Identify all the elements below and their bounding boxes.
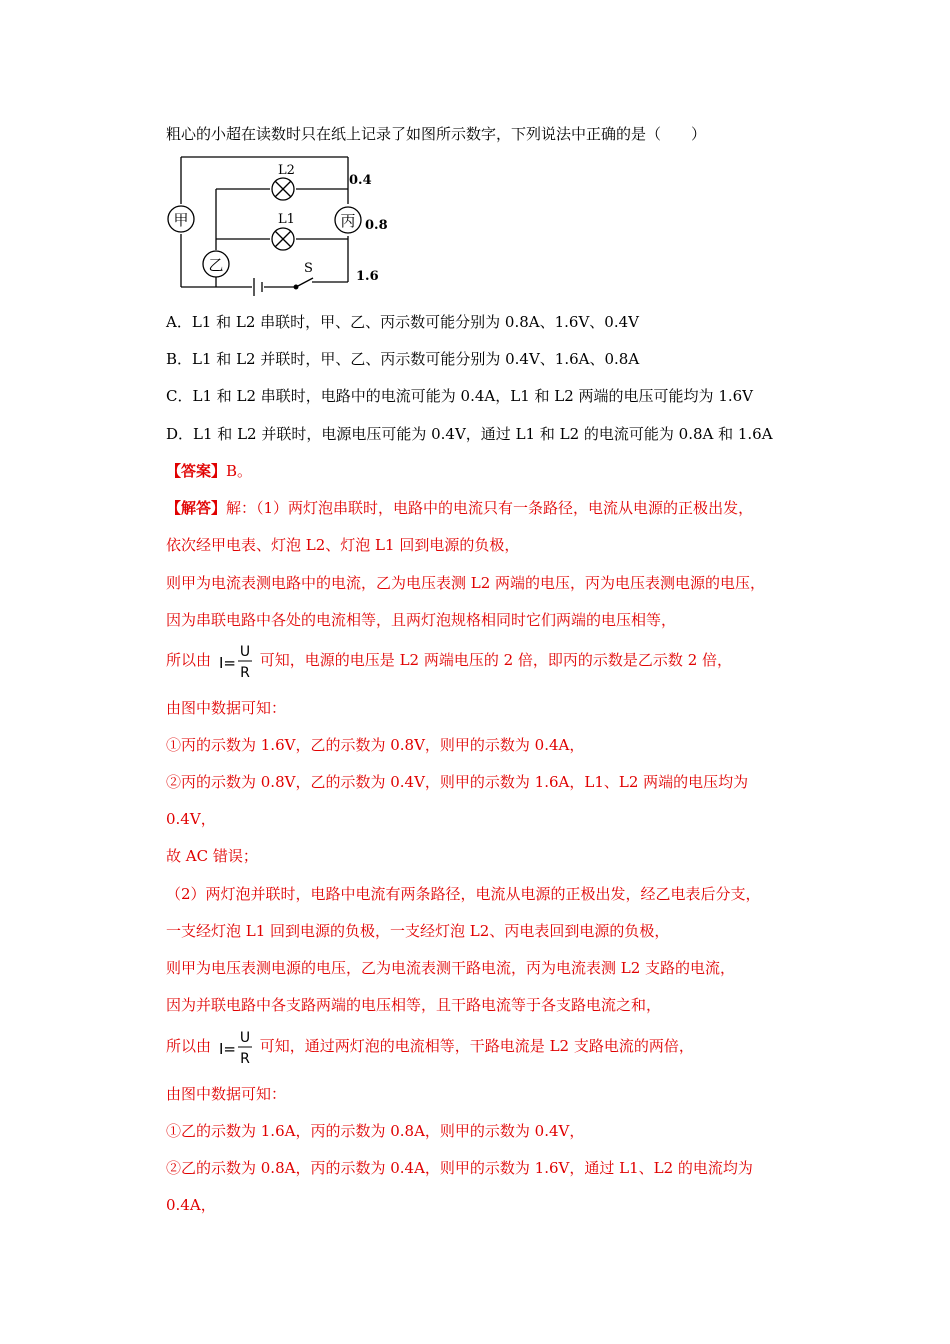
lamp-l2-label: L2 [278,163,295,178]
analysis-line-9: 0.4V， [166,810,216,828]
analysis-line-formula-1 [166,640,732,681]
meter-jia-label: 甲 [173,211,189,229]
lamp-l2-icon [272,178,294,200]
circuit-diagram [166,152,396,302]
analysis-line-17: 由图中数据可知： [166,1085,287,1103]
formula-num: U [239,644,250,660]
analysis-line-14: 因为并联电路中各支路两端的电压相等，且干路电流等于各支路电流之和， [166,996,662,1014]
analysis-line-13: 则甲为电压表测电源的电压，乙为电流表测干路电流，丙为电流表测 L2 支路的电流， [166,959,736,977]
analysis-line-6: 由图中数据可知： [166,699,287,717]
answer-value: B。 [226,462,253,480]
analysis-line-formula-2 [166,1026,694,1067]
analysis-line-3: 因为串联电路中各处的电流相等，且两灯泡规格相同时它们两端的电压相等， [166,611,677,629]
analysis-text-15: 所以由 [166,1037,212,1055]
reading-3: 1.6 [356,269,379,284]
analysis-text-0: 解：（1）两灯泡串联时，电路中的电流只有一条路径，电流从电源的正极出发， [226,499,754,517]
analysis-line-0 [166,498,753,518]
analysis-line-12: 一支经灯泡 L1 回到电源的负极，一支经灯泡 L2、丙电表回到电源的负极， [166,922,670,940]
option-c: C．L1 和 L2 串联时，电路中的电流可能为 0.4A，L1 和 L2 两端的电压可能均为 1.6V [166,387,754,405]
option-a: A．L1 和 L2 串联时，甲、乙、丙示数可能分别为 0.8A、1.6V、0.4V [166,313,639,331]
switch-label: S [304,261,313,276]
formula-lhs-2: I= [218,1040,236,1058]
option-b: B．L1 和 L2 并联时，甲、乙、丙示数可能分别为 0.4V、1.6A、0.8A [166,350,640,368]
reading-2: 0.8 [365,218,388,233]
option-d: D．L1 和 L2 并联时，电源电压可能为 0.4V，通过 L1 和 L2 的电流可能为 0.8A 和 1.6A [166,425,773,443]
answer-line [166,461,252,481]
analysis-label: 【解答】 [166,499,227,517]
analysis-line-18: ①乙的示数为 1.6A，丙的示数为 0.8A，则甲的示数为 0.4V， [166,1122,585,1140]
analysis-line-7: ①丙的示数为 1.6V，乙的示数为 0.8V，则甲的示数为 0.4A， [166,736,585,754]
lamp-l1-label: L1 [278,212,295,227]
analysis-text-5: 可知，电源的电压是 L2 两端电压的 2 倍，即丙的示数是乙示数 2 倍， [259,651,732,669]
meter-yi-label: 乙 [208,256,224,274]
lamp-l1-icon [272,228,294,250]
formula-den-2: R [239,1051,250,1067]
analysis-text-16: 可知，通过两灯泡的电流相等，干路电流是 L2 支路电流的两倍， [259,1037,694,1055]
formula-lhs: I= [218,654,236,672]
analysis-line-20: 0.4A， [166,1196,216,1214]
analysis-line-19: ②乙的示数为 0.8A，丙的示数为 0.4A，则甲的示数为 1.6V，通过 L1、L2 的电流均为 [166,1159,753,1177]
reading-1: 0.4 [349,173,372,188]
analysis-text-4: 所以由 [166,651,212,669]
analysis-line-11: （2）两灯泡并联时，电路中电流有两条路径，电流从电源的正极出发，经乙电表后分支， [166,885,761,903]
meter-bing-label: 丙 [340,212,356,230]
formula-num-2: U [239,1030,250,1046]
answer-label: 【答案】 [166,462,227,480]
formula-ohm-1 [218,641,258,681]
analysis-line-10: 故 AC 错误； [166,847,258,865]
analysis-line-8: ②丙的示数为 0.8V，乙的示数为 0.4V，则甲的示数为 1.6A，L1、L2 两端的电压均为 [166,773,749,791]
analysis-line-2: 则甲为电流表测电路中的电流，乙为电压表测 L2 两端的电压，丙为电压表测电源的电压， [166,574,766,592]
formula-ohm-2 [218,1027,258,1067]
question-stem: 粗心的小超在读数时只在纸上记录了如图所示数字，下列说法中正确的是（ ） [166,125,707,143]
analysis-line-1: 依次经甲电表、灯泡 L2、灯泡 L1 回到电源的负极， [166,536,520,554]
formula-den: R [239,665,250,681]
